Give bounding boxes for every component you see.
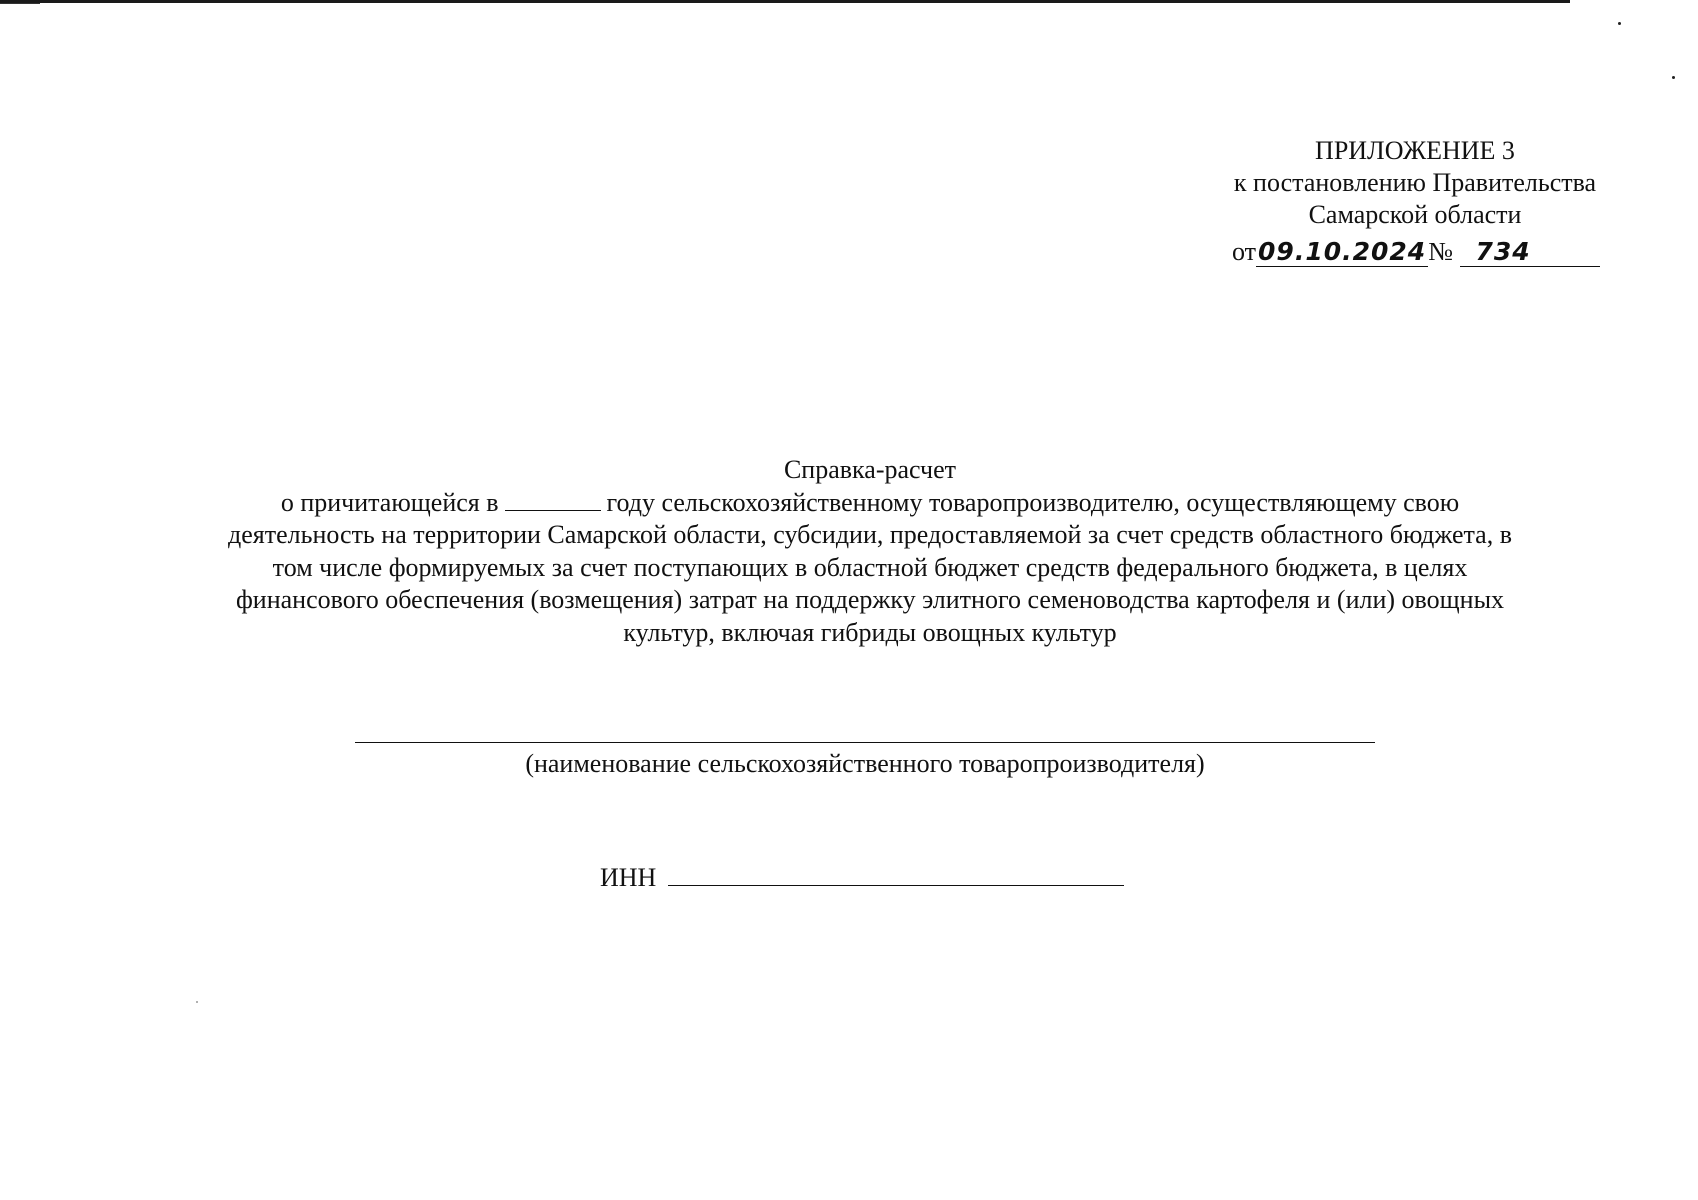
year-blank-field[interactable]: [505, 490, 601, 511]
number-sign: №: [1428, 237, 1453, 266]
inn-label: ИНН: [600, 863, 657, 892]
title-heading: Справка-расчет: [783, 455, 957, 484]
producer-name-field[interactable]: [355, 742, 1375, 743]
producer-name-caption: (наименование сельскохозяйственного товаропроизводителя): [525, 749, 1205, 778]
inn-row: [600, 862, 1124, 894]
resolution-reference: к постановлению Правительства: [1233, 168, 1597, 197]
title-line-2-start: о причитающейся в: [280, 487, 499, 517]
date-prefix: от: [1232, 237, 1257, 266]
document-title: [140, 454, 1600, 649]
appendix-number: ПРИЛОЖЕНИЕ 3: [1315, 136, 1515, 165]
title-line-2: [140, 487, 1600, 520]
region-name: Самарской области: [1308, 200, 1522, 229]
title-line-6: культур, включая гибриды овощных культур: [623, 617, 1117, 647]
appendix-header: [1180, 135, 1650, 231]
title-line-5: финансового обеспечения (возмещения) затрат на поддержку элитного семеноводства картофеля и (или) овощных: [235, 585, 1505, 614]
title-line-2-end: году сельскохозяйственному товаропроизводителю, осуществляющему свою: [606, 487, 1460, 517]
resolution-date-number: [1232, 236, 1600, 268]
scan-edge-mark: [0, 3, 40, 4]
scan-edge-line: [0, 0, 1570, 3]
scan-speck: [196, 1001, 198, 1003]
title-line-4: том числе формируемых за счет поступающих в областной бюджет средств федерального бюджета, в целях: [272, 552, 1468, 582]
scan-speck: [1672, 76, 1675, 79]
resolution-date: 09.10.2024: [1258, 237, 1427, 266]
scan-speck: [1618, 22, 1621, 25]
inn-field[interactable]: [668, 863, 1124, 886]
title-line-3: деятельность на территории Самарской области, субсидии, предоставляемой за счет средств областного бюджета, в: [228, 520, 1512, 549]
resolution-number: 734: [1460, 238, 1600, 267]
